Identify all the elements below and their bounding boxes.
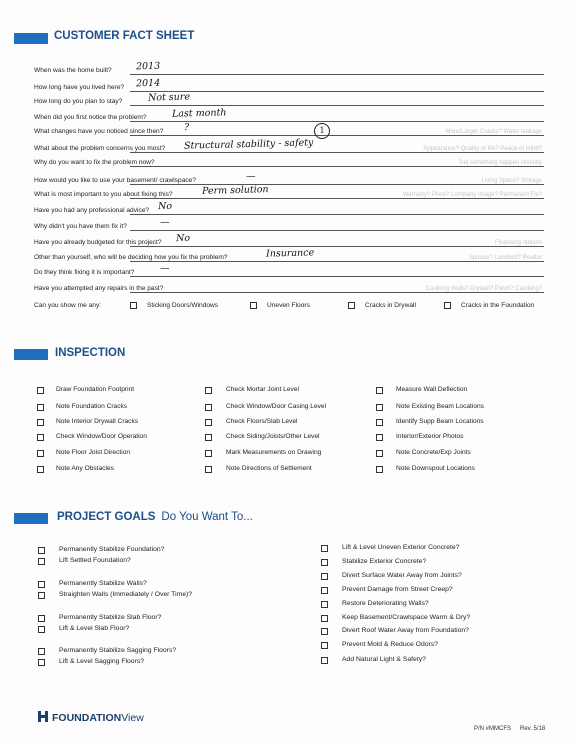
inspection-item-label: Note Any Obstacles <box>56 465 114 472</box>
inspection-item-label: Note Foundation Cracks <box>56 403 128 410</box>
goal-checkbox[interactable] <box>38 558 45 565</box>
foundation-view-logo <box>52 712 144 724</box>
inspection-item-label: Note Downspout Locations <box>396 465 475 472</box>
answer-line[interactable] <box>130 91 544 92</box>
inspection-checkbox[interactable] <box>376 434 383 441</box>
question-label: Have you attempted any repairs in the past? <box>34 285 164 292</box>
goal-label: Permanently Stabilize Sagging Floors? <box>59 647 177 654</box>
handwritten-answer: — <box>159 262 170 275</box>
inspection-item-label: Note Directions of Settlement <box>226 465 312 472</box>
answer-line[interactable] <box>130 121 544 122</box>
goal-label: Permanently Stabilize Slab Floor? <box>59 614 162 621</box>
show-me-option-label: Cracks in the Foundation <box>461 302 535 309</box>
inspection-item-label: Mark Measurements on Drawing <box>226 449 322 456</box>
goal-checkbox[interactable] <box>321 628 328 635</box>
goals-subtitle: Do You Want To... <box>161 511 253 523</box>
inspection-checkbox[interactable] <box>37 404 44 411</box>
inspection-checkbox[interactable] <box>37 387 44 394</box>
goal-label: Straighten Walls (Immediately / Over Time)? <box>59 591 193 598</box>
circled-number-text: 1 <box>319 126 325 135</box>
goals-title-text: PROJECT GOALS <box>57 511 156 523</box>
goal-label: Lift & Level Uneven Exterior Concrete? <box>342 544 460 551</box>
answer-line[interactable] <box>130 261 544 262</box>
inspection-checkbox[interactable] <box>205 434 212 441</box>
inspection-item-label: Check Window/Door Operation <box>56 433 147 440</box>
inspection-title: INSPECTION <box>55 347 126 359</box>
question-label: How would you like to use your basement/ crawlspace? <box>34 177 196 184</box>
goal-checkbox[interactable] <box>38 626 45 633</box>
goal-checkbox[interactable] <box>321 642 328 649</box>
show-me-option-label: Uneven Floors <box>267 302 310 309</box>
goal-checkbox[interactable] <box>38 581 45 588</box>
inspection-checkbox[interactable] <box>376 419 383 426</box>
logo-light-text: View <box>121 712 144 724</box>
answer-line[interactable] <box>130 74 544 75</box>
goal-label: Prevent Mold & Reduce Odors? <box>342 641 438 648</box>
goal-label: Permanently Stabilize Foundation? <box>59 546 165 553</box>
show-me-checkbox[interactable] <box>130 302 137 309</box>
inspection-checkbox[interactable] <box>205 404 212 411</box>
goal-label: Restore Deteriorating Walls? <box>342 600 429 607</box>
question-label: When was the home built? <box>34 67 112 74</box>
answer-line[interactable] <box>130 135 544 136</box>
goal-checkbox[interactable] <box>38 547 45 554</box>
inspection-checkbox[interactable] <box>376 450 383 457</box>
inspection-item-label: Check Window/Door Casing Level <box>226 403 327 410</box>
inspection-item-label: Note Existing Beam Locations <box>396 403 484 410</box>
handwritten-answer: — <box>159 216 170 229</box>
circled-number <box>314 123 330 139</box>
inspection-checkbox[interactable] <box>37 434 44 441</box>
goal-checkbox[interactable] <box>321 657 328 664</box>
goal-checkbox[interactable] <box>321 615 328 622</box>
show-me-option-label: Sticking Doors/Windows <box>147 302 219 309</box>
question-hint: Did something happen recently <box>459 160 542 166</box>
question-label: Have you already budgeted for this project? <box>34 239 162 246</box>
question-hint: Caulking Walls? Drywall? Patch? Caulking? <box>425 286 542 292</box>
question-label: What changes have you noticed since then? <box>34 128 164 135</box>
answer-line[interactable] <box>130 276 544 277</box>
goal-label: Stabilize Exterior Concrete? <box>342 558 427 565</box>
goal-label: Divert Roof Water Away from Foundation? <box>342 627 469 634</box>
goal-checkbox[interactable] <box>321 587 328 594</box>
inspection-checkbox[interactable] <box>205 450 212 457</box>
goal-label: Permanently Stabilize Walls? <box>59 580 147 587</box>
goal-label: Lift & Level Sagging Floors? <box>59 658 145 665</box>
handwritten-answer: Perm solution <box>201 184 269 197</box>
goal-label: Prevent Damage from Street Creep? <box>342 586 453 593</box>
question-label: What about the problem concerns you most? <box>34 145 166 152</box>
question-label: Why didn't you have them fix it? <box>34 223 127 230</box>
question-label: When did you first notice the problem? <box>34 114 147 121</box>
inspection-item-label: Interior/Exterior Photos <box>396 433 464 440</box>
revision: Rev. 5/18 <box>520 726 546 732</box>
show-me-label: Can you show me any: <box>34 302 102 309</box>
inspection-checkbox[interactable] <box>37 466 44 473</box>
inspection-checkbox[interactable] <box>205 419 212 426</box>
goal-checkbox[interactable] <box>38 659 45 666</box>
inspection-accent-bar <box>14 349 48 360</box>
question-hint: Warranty? Price? Company Image? Permanent Fix? <box>402 192 542 198</box>
question-hint: Appearance? Quality of life? Peace of mind? <box>423 146 542 152</box>
handwritten-answer: Last month <box>171 107 227 120</box>
answer-line[interactable] <box>130 246 544 247</box>
part-number: P/N #MMCFS <box>474 726 512 732</box>
question-label: How long have you lived here? <box>34 84 125 91</box>
inspection-item-label: Draw Foundation Footprint <box>56 386 135 393</box>
answer-line[interactable] <box>130 292 544 293</box>
goal-checkbox[interactable] <box>321 545 328 552</box>
inspection-checkbox[interactable] <box>37 450 44 457</box>
foundation-logo-icon <box>38 711 48 722</box>
handwritten-answer: No <box>157 200 173 213</box>
question-hint: Financing options <box>494 240 542 246</box>
inspection-item-label: Check Mortar Joint Level <box>226 386 299 393</box>
answer-line[interactable] <box>130 166 544 167</box>
show-me-checkbox[interactable] <box>348 302 355 309</box>
inspection-item-label: Measure Wall Deflection <box>396 386 468 393</box>
answer-line[interactable] <box>130 184 544 185</box>
question-hint: More/Larger Cracks? Water leakage <box>445 129 542 135</box>
inspection-checkbox[interactable] <box>376 466 383 473</box>
goal-checkbox[interactable] <box>321 601 328 608</box>
question-label: Why do you want to fix the problem now? <box>34 159 155 166</box>
question-label: What is most important to you about fixing this? <box>34 191 173 198</box>
handwritten-answer: 2014 <box>135 77 161 90</box>
goals-title <box>57 511 253 523</box>
inspection-item-label: Note Floor Joist Direction <box>56 449 131 456</box>
inspection-item-label: Note Interior Drywall Cracks <box>56 418 139 425</box>
inspection-checkbox[interactable] <box>376 387 383 394</box>
question-label: Do they think fixing it is important? <box>34 269 135 276</box>
inspection-item-label: Check Floors/Slab Level <box>226 418 298 425</box>
goal-label: Add Natural Light & Safety? <box>342 656 426 663</box>
answer-line[interactable] <box>130 152 544 153</box>
handwritten-answer: Not sure <box>147 91 191 104</box>
inspection-checkbox[interactable] <box>376 404 383 411</box>
question-label: Have you had any professional advice? <box>34 207 150 214</box>
show-me-checkbox[interactable] <box>250 302 257 309</box>
goal-checkbox[interactable] <box>321 573 328 580</box>
inspection-item-label: Check Siding/Joists/Other Level <box>226 433 320 440</box>
header-accent-bar <box>14 33 48 44</box>
question-hint: Spouse? Landlord? Realtor <box>468 255 542 261</box>
goal-label: Lift & Level Slab Floor? <box>59 625 130 632</box>
handwritten-answer: Insurance <box>265 247 315 260</box>
answer-line[interactable] <box>130 230 544 231</box>
handwritten-answer: ? <box>183 121 190 134</box>
question-label: How long do you plan to stay? <box>34 98 123 105</box>
inspection-checkbox[interactable] <box>37 419 44 426</box>
handwritten-answer: 2013 <box>135 60 161 73</box>
goal-label: Divert Surface Water Away from Joints? <box>342 572 462 579</box>
goal-checkbox[interactable] <box>38 615 45 622</box>
handwritten-answer: No <box>175 232 191 245</box>
page-title: CUSTOMER FACT SHEET <box>54 30 195 42</box>
inspection-item-label: Note Concrete/Exp Joints <box>396 449 471 456</box>
inspection-item-label: Identify Supp Beam Locations <box>396 418 484 425</box>
show-me-checkbox[interactable] <box>444 302 451 309</box>
handwritten-answer: — <box>245 170 256 183</box>
goal-checkbox[interactable] <box>321 559 328 566</box>
answer-line[interactable] <box>130 105 544 106</box>
question-label: Other than yourself, who will be deciding how you fix the problem? <box>34 254 228 261</box>
logo-bold-text: FOUNDATION <box>52 712 122 724</box>
show-me-option-label: Cracks in Drywall <box>365 302 416 309</box>
answer-line[interactable] <box>130 198 544 199</box>
handwritten-answer: Structural stability - safety <box>183 137 314 152</box>
goal-checkbox[interactable] <box>38 592 45 599</box>
inspection-checkbox[interactable] <box>205 387 212 394</box>
goal-label: Lift Settled Foundation? <box>59 557 131 564</box>
goals-accent-bar <box>14 513 48 524</box>
answer-line[interactable] <box>130 214 544 215</box>
inspection-checkbox[interactable] <box>205 466 212 473</box>
goal-label: Keep Basement/Crawlspace Warm & Dry? <box>342 614 471 621</box>
question-hint: Living Space? Storage <box>481 178 542 184</box>
goal-checkbox[interactable] <box>38 648 45 655</box>
